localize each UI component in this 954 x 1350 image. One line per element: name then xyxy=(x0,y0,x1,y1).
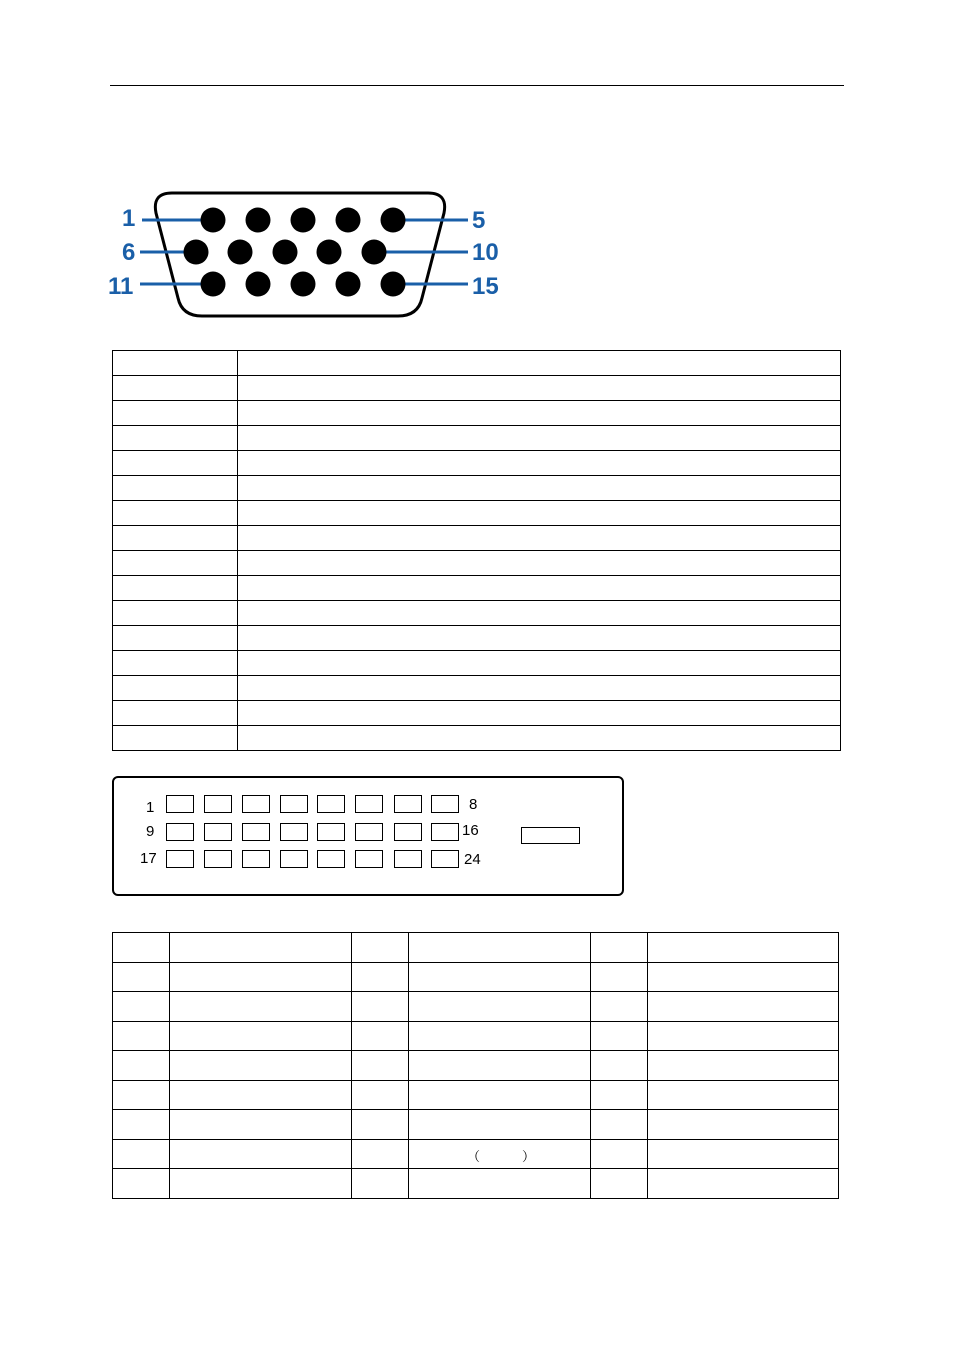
table-row xyxy=(113,376,841,401)
table-cell xyxy=(113,962,170,992)
table-cell xyxy=(591,1139,648,1169)
table-cell xyxy=(238,626,841,651)
table-cell xyxy=(113,651,238,676)
header-rule xyxy=(110,85,844,86)
table-row xyxy=(113,1110,839,1140)
dvi-pin xyxy=(204,850,232,868)
table-cell xyxy=(238,401,841,426)
dvi-label-pin24: 24 xyxy=(464,851,481,868)
table-cell xyxy=(648,992,839,1022)
table-cell xyxy=(170,1080,352,1110)
table-cell xyxy=(238,376,841,401)
table-cell xyxy=(113,551,238,576)
dvi-pin xyxy=(166,850,194,868)
table-cell xyxy=(238,651,841,676)
table-cell xyxy=(409,992,591,1022)
table-cell xyxy=(238,526,841,551)
table-row xyxy=(113,501,841,526)
table-cell xyxy=(591,1021,648,1051)
table-cell xyxy=(113,501,238,526)
table-cell xyxy=(238,576,841,601)
dvi-pin xyxy=(394,823,422,841)
table-cell xyxy=(113,576,238,601)
table-row xyxy=(113,1051,839,1081)
dvi-pin xyxy=(394,795,422,813)
vga-label-pin15: 15 xyxy=(472,273,499,300)
dvi-pin xyxy=(242,850,270,868)
table-cell xyxy=(113,401,238,426)
table-cell xyxy=(409,1021,591,1051)
table-cell xyxy=(591,933,648,963)
table-cell xyxy=(648,962,839,992)
table-cell xyxy=(113,1051,170,1081)
dvi-pin xyxy=(204,823,232,841)
table-cell xyxy=(170,1021,352,1051)
dvi-pin xyxy=(431,795,459,813)
table-row xyxy=(113,1080,839,1110)
dvi-pin xyxy=(204,795,232,813)
table-row xyxy=(113,551,841,576)
dvi-pin xyxy=(317,850,345,868)
table-cell xyxy=(238,551,841,576)
table-cell xyxy=(238,601,841,626)
table-row xyxy=(113,476,841,501)
table-cell xyxy=(352,962,409,992)
table-cell xyxy=(238,351,841,376)
table-row xyxy=(113,701,841,726)
table-cell xyxy=(352,1051,409,1081)
table-cell xyxy=(170,1169,352,1199)
table-cell xyxy=(113,933,170,963)
table-row xyxy=(113,962,839,992)
table-cell xyxy=(113,351,238,376)
dvi-pin xyxy=(166,795,194,813)
vga-pin-table xyxy=(112,350,841,751)
table-cell xyxy=(113,1169,170,1199)
table-row xyxy=(113,576,841,601)
table-row xyxy=(113,451,841,476)
table-row xyxy=(113,626,841,651)
table-cell xyxy=(648,1139,839,1169)
table-row xyxy=(113,426,841,451)
vga-connector-diagram xyxy=(100,180,520,325)
table-cell xyxy=(591,962,648,992)
dvi-label-pin8: 8 xyxy=(469,796,478,813)
table-cell xyxy=(238,726,841,751)
table-cell xyxy=(113,1110,170,1140)
table-row xyxy=(113,401,841,426)
table-row xyxy=(113,1139,839,1169)
dvi-label-pin9: 9 xyxy=(146,823,155,840)
vga-label-pin5: 5 xyxy=(472,207,486,234)
dvi-pin xyxy=(166,823,194,841)
table-row xyxy=(113,933,839,963)
dvi-label-pin16: 16 xyxy=(462,822,479,839)
dvi-pin xyxy=(431,823,459,841)
table-cell xyxy=(648,933,839,963)
dvi-pin xyxy=(242,795,270,813)
dvi-pin xyxy=(394,850,422,868)
paren-close: ） xyxy=(522,1148,536,1164)
dvi-connector-diagram xyxy=(112,776,624,896)
table-row xyxy=(113,651,841,676)
table-cell xyxy=(591,1051,648,1081)
table-cell xyxy=(591,992,648,1022)
table-cell xyxy=(409,933,591,963)
table-cell xyxy=(409,1139,591,1169)
table-cell xyxy=(113,601,238,626)
table-cell xyxy=(113,476,238,501)
table-row xyxy=(113,992,839,1022)
table-row xyxy=(113,676,841,701)
table-cell xyxy=(113,1021,170,1051)
table-row xyxy=(113,526,841,551)
dvi-pin xyxy=(355,850,383,868)
table-cell xyxy=(238,676,841,701)
table-cell xyxy=(113,992,170,1022)
dvi-label-pin17: 17 xyxy=(140,850,157,867)
table-row xyxy=(113,1021,839,1051)
table-cell xyxy=(352,933,409,963)
vga-label-pin11: 11 xyxy=(108,273,134,300)
table-cell xyxy=(591,1110,648,1140)
vga-pins xyxy=(184,208,406,297)
dvi-pin xyxy=(242,823,270,841)
table-cell xyxy=(238,451,841,476)
table-cell xyxy=(113,676,238,701)
table-cell xyxy=(648,1169,839,1199)
vga-label-pin10: 10 xyxy=(472,239,499,266)
table-cell xyxy=(113,726,238,751)
table-cell xyxy=(409,1080,591,1110)
vga-label-pin6: 6 xyxy=(122,239,136,266)
table-cell xyxy=(648,1080,839,1110)
table-cell xyxy=(113,1080,170,1110)
table-cell xyxy=(238,426,841,451)
table-cell xyxy=(113,376,238,401)
table-cell xyxy=(352,1021,409,1051)
dvi-pin-table xyxy=(112,932,839,1199)
dvi-pin xyxy=(317,823,345,841)
table-cell xyxy=(238,701,841,726)
table-cell xyxy=(113,451,238,476)
dvi-pin xyxy=(431,850,459,868)
table-cell xyxy=(170,1110,352,1140)
dvi-label-pin1: 1 xyxy=(146,799,155,816)
table-cell xyxy=(591,1169,648,1199)
paren-open: （ xyxy=(467,1148,481,1164)
dvi-pin xyxy=(280,850,308,868)
table-row xyxy=(113,726,841,751)
table-cell xyxy=(113,701,238,726)
table-cell xyxy=(113,526,238,551)
table-cell xyxy=(352,1080,409,1110)
table-cell xyxy=(648,1051,839,1081)
table-row xyxy=(113,601,841,626)
table-cell xyxy=(352,1169,409,1199)
table-cell xyxy=(238,476,841,501)
table-cell xyxy=(648,1021,839,1051)
table-cell xyxy=(113,626,238,651)
table-cell xyxy=(591,1080,648,1110)
table-cell xyxy=(409,1051,591,1081)
table-cell xyxy=(170,1139,352,1169)
table-cell xyxy=(170,962,352,992)
table-cell xyxy=(409,1169,591,1199)
dvi-pin xyxy=(280,823,308,841)
dvi-ground-blade xyxy=(521,827,580,844)
table-cell xyxy=(113,1139,170,1169)
dvi-pin xyxy=(355,795,383,813)
table-cell xyxy=(409,1110,591,1140)
table-cell xyxy=(170,992,352,1022)
table-cell xyxy=(170,933,352,963)
table-cell xyxy=(170,1051,352,1081)
table-row xyxy=(113,351,841,376)
dvi-pin xyxy=(317,795,345,813)
table-cell xyxy=(238,501,841,526)
table-cell xyxy=(352,1139,409,1169)
vga-label-pin1: 1 xyxy=(122,205,136,232)
table-cell xyxy=(648,1110,839,1140)
table-row xyxy=(113,1169,839,1199)
table-cell xyxy=(409,962,591,992)
table-cell xyxy=(352,992,409,1022)
table-cell xyxy=(113,426,238,451)
dvi-pin xyxy=(355,823,383,841)
dvi-pin xyxy=(280,795,308,813)
table-cell xyxy=(352,1110,409,1140)
